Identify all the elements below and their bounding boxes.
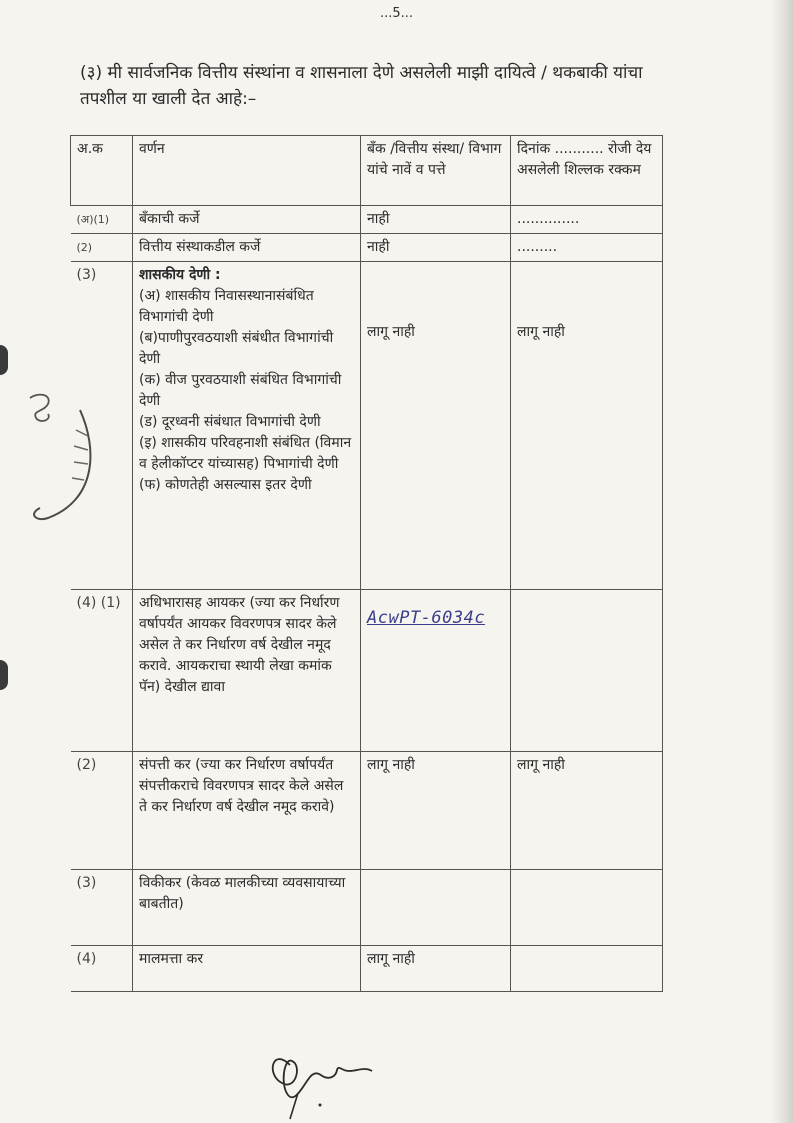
govt-dues-title: शासकीय देणी : [139, 267, 221, 283]
row-amount: .............. [511, 206, 663, 234]
row-description: वित्तीय संस्थाकडील कर्जे [133, 234, 361, 262]
row-amount: ......... [511, 234, 663, 262]
row-bank [361, 590, 511, 752]
govt-dues-item: (ब)पाणीपुरवठयाशी संबंधीत विभागांची देणी [139, 330, 334, 367]
row-sr: (2) [71, 234, 133, 262]
signature-icon [262, 1035, 402, 1120]
intro-paragraph: (३) मी सार्वजनिक वित्तीय संस्थांना व शासनाला देणे असलेली माझी दायित्वे / थकबाकी यांचा तपशील या खाली देत आहे:– [80, 63, 643, 109]
row-sr: (3) [71, 262, 133, 590]
row-bank: नाही [361, 206, 511, 234]
row-sr: (3) [71, 870, 133, 946]
row-amount [511, 870, 663, 946]
table-row [71, 870, 663, 946]
govt-dues-item: (अ) शासकीय निवासस्थानासंबंधित विभागांची देणी [139, 288, 314, 325]
row-bank: नाही [361, 234, 511, 262]
row-description: मालमत्ता कर [133, 946, 361, 992]
row-description: विकीकर (केवळ मालकीच्या व्यवसायाच्या बाबतीत) [133, 870, 361, 946]
row-amount: लागू नाही [511, 752, 663, 870]
table-row [71, 946, 663, 992]
row-amount [511, 590, 663, 752]
margin-stamp-icon [18, 390, 98, 530]
row-description: अधिभारासह आयकर (ज्या कर निर्धारण वर्षापर्यंत आयकर विवरणपत्र सादर केले असेल ते कर निर्धारण वर्ष देखील नमूद करावे. आयकराचा स्थायी लेखा कमांक पॅन) देखील द्यावा [133, 590, 361, 752]
table-row [71, 590, 663, 752]
pan-number: AcwPT-6034c [367, 608, 486, 628]
row-amount: लागू नाही [511, 262, 663, 590]
table-row [71, 752, 663, 870]
page-edge-shadow [771, 0, 793, 1123]
header-sr: अ.क [71, 136, 133, 206]
page-number: ...5... [379, 6, 414, 21]
row-description [133, 262, 361, 590]
row-bank [361, 870, 511, 946]
table-row [71, 234, 663, 262]
row-bank: लागू नाही [361, 946, 511, 992]
table-header-row [71, 136, 663, 206]
row-bank: लागू नाही [361, 262, 511, 590]
row-sr: (4) [71, 946, 133, 992]
table-row [71, 206, 663, 234]
row-sr: (4) (1) [71, 590, 133, 752]
row-description: संपत्ती कर (ज्या कर निर्धारण वर्षापर्यंत संपत्तीकराचे विवरणपत्र सादर केले असेल ते कर निर्धारण वर्ष देखील नमूद करावे) [133, 752, 361, 870]
row-description: बॅंकाची कर्जे [133, 206, 361, 234]
govt-dues-item: (फ) कोणतेही असल्यास इतर देणी [139, 477, 312, 493]
header-amount: दिनांक ........... रोजी देय असलेली शिल्लक रक्कम [511, 136, 663, 206]
liabilities-table [70, 135, 663, 992]
header-description: वर्णन [133, 136, 361, 206]
govt-dues-item: (ड) दूरध्वनी संबंधात विभागांची देणी [139, 414, 321, 430]
punch-hole-mark [0, 345, 8, 375]
row-sr: (अ)(1) [71, 206, 133, 234]
table-row [71, 262, 663, 590]
govt-dues-item: (क) वीज पुरवठयाशी संबंधित विभागांची देणी [139, 372, 342, 409]
row-amount [511, 946, 663, 992]
row-sr: (2) [71, 752, 133, 870]
govt-dues-item: (इ) शासकीय परिवहनाशी संबंधित (विमान व हेलीकॉप्टर यांच्यासह) पिभागांची देणी [139, 435, 352, 472]
punch-hole-mark [0, 660, 8, 690]
header-bank: बॅंक /वित्तीय संस्था/ विभाग यांचे नावें व पत्ते [361, 136, 511, 206]
row-bank: लागू नाही [361, 752, 511, 870]
